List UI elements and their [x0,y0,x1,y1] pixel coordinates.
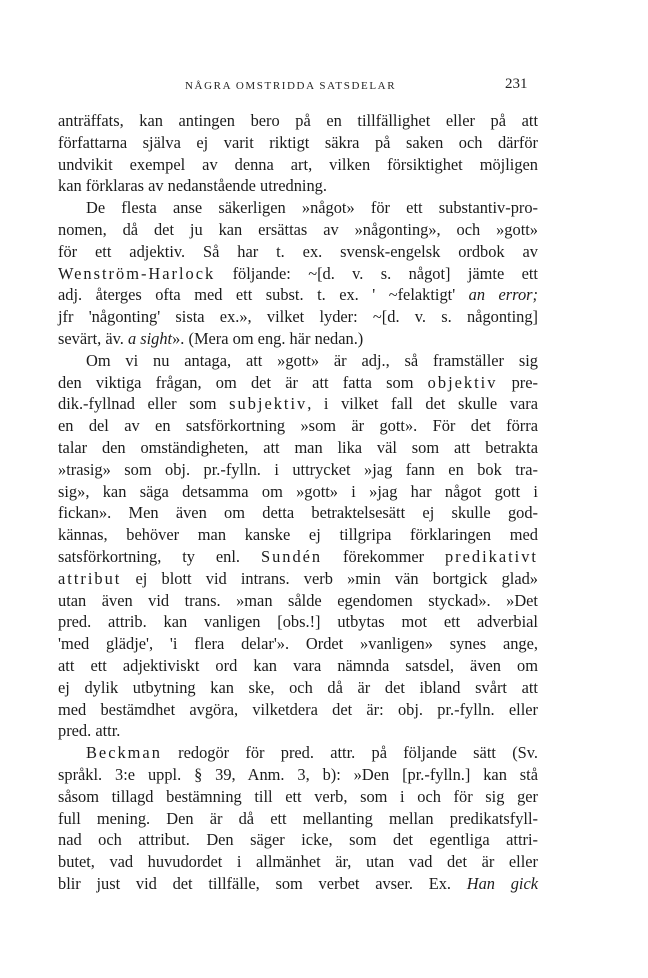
page-number: 231 [505,76,528,92]
text-line [58,132,538,154]
text-segment: anträffats, kan antingen bero på en tillfällighet eller på att [58,111,538,130]
text-line [58,219,538,241]
text-segment: för ett adjektiv. Så har t. ex. svensk-engelsk ordbok av [58,241,538,261]
text-segment: attribut [58,568,122,588]
text-segment: blir just vid det tillfälle, som verbet avser. Ex. [58,873,467,893]
text-segment: »trasig» som obj. pr.-fylln. i uttrycket »jag fann en bok tra- [58,459,538,479]
text-line [58,720,538,742]
text-line [58,829,538,851]
text-segment: ej blott vid intrans. verb »min vän bortgick glad» [121,568,538,588]
text-segment: Wenström-Harlock [58,263,216,283]
text-segment: , i vilket fall det skulle vara [307,394,538,414]
text-segment: an error; [468,285,538,305]
text-segment: utan även vid trans. »man sålde egendomen styckad». »Det [58,590,538,610]
text-line [58,786,538,808]
text-segment: pred. attrib. kan vanligen [obs.!] utbytas mot ett adverbial [58,612,538,632]
text-segment: subjektiv [229,394,308,414]
text-segment: jfr 'någonting' sista ex.», vilket lyder: ~[d. v. s. någonting] [58,307,538,327]
text-line [58,699,538,721]
text-segment: adj. återges ofta med ett subst. t. ex. ' ~felaktigt' [58,285,469,305]
text-segment: författarna själva ej varit riktigt säkra på saken och därför [58,132,538,152]
text-segment: nad och attribut. Den säger icke, som det egentliga attri- [58,830,538,850]
text-line [58,611,538,633]
text-line [58,633,538,655]
text-line [58,481,538,503]
text-segment: sig», kan säga detsamma om »gott» i »jag har något gott i [58,481,538,501]
text-segment: Om vi nu antaga, att »gott» är adj., så framställer sig [86,350,538,370]
text-segment: nomen, då det ju kan ersättas av »någonting», och »gott» [58,219,538,239]
text-segment: ». (Mera om eng. här nedan.) [172,328,364,348]
text-segment: fickan». Men även om detta betraktelsesätt ej skulle god- [58,503,538,523]
text-segment: a sight [127,328,173,348]
text-line [58,873,538,895]
text-line [58,328,538,350]
text-line [58,742,538,764]
text-segment: Beckman [86,743,162,763]
text-segment: full mening. Den är då ett mellanting mellan predikatsfyll- [58,808,538,828]
text-line [58,590,538,612]
text-line [58,154,538,176]
text-segment: talar den omständigheten, att man lika väl som att betrakta [58,437,538,457]
text-line [58,655,538,677]
text-segment: dik.-fyllnad eller som [58,394,230,414]
text-line [58,197,538,219]
text-segment: en del av en satsförkortning »som är gott». För det förra [58,416,538,436]
text-segment: förekommer [322,546,445,566]
text-line [58,568,538,590]
text-line [58,459,538,481]
text-segment: följande: ~[d. v. s. något] jämte ett [215,263,538,283]
text-line [58,764,538,786]
text-line [58,437,538,459]
text-segment: 'med glädje', 'i flera delar'». Ordet »vanligen» synes ange, [58,634,538,654]
text-segment: redogör för pred. attr. på följande sätt (Sv. [161,743,538,763]
text-segment: predikativt [444,546,538,566]
text-segment: såsom tillagd bestämning till ett verb, som i och för sig ger [58,786,538,806]
text-segment: kan förklaras av nedanstående utredning. [58,176,327,196]
text-segment: språkl. 3:e uppl. § 39, Anm. 3, b): »Den [pr.-fylln.] kan stå [58,764,538,784]
running-head: NÅGRA OMSTRIDDA SATSDELAR [185,80,397,92]
text-segment: att ett adjektiviskt ord kan vara nämnda satsdel, även om [58,655,538,675]
text-line [58,851,538,873]
text-segment: De flesta anse säkerligen »något» för ett substantiv-pro- [86,198,538,218]
text-segment: ej dylik utbytning kan ske, och då är det ibland svårt att [58,677,538,697]
text-line [58,350,538,372]
text-segment: undvikit exempel av denna art, vilken försiktighet möjligen [58,154,538,174]
text-line [58,241,538,263]
text-segment: den viktiga frågan, om det är att fatta som [58,372,428,392]
text-segment: sevärt, äv. [58,328,128,348]
text-line [58,808,538,830]
text-line [58,306,538,328]
body-text [58,110,538,895]
text-segment: satsförkortning, ty enl. [58,546,261,566]
text-line [58,415,538,437]
text-segment: pred. attr. [58,721,121,741]
text-line [58,263,538,285]
text-line [58,677,538,699]
text-line [58,502,538,524]
text-segment: butet, vad huvudordet i allmänhet är, utan vad det är eller [58,852,538,872]
text-line [58,372,538,394]
text-segment: objektiv [427,372,498,392]
text-segment: med bestämdhet avgöra, vilketdera det är: obj. pr.-fylln. eller [58,699,538,719]
text-segment: pre- [497,372,538,392]
text-line [58,284,538,306]
text-segment: Sundén [260,546,323,566]
text-line [58,393,538,415]
text-line [58,110,538,132]
text-segment: kännas, behöver man kanske ej tillgripa förklaringen med [58,525,538,545]
text-segment: Han gick [466,873,539,893]
text-line [58,175,538,197]
text-line [58,524,538,546]
text-line [58,546,538,568]
